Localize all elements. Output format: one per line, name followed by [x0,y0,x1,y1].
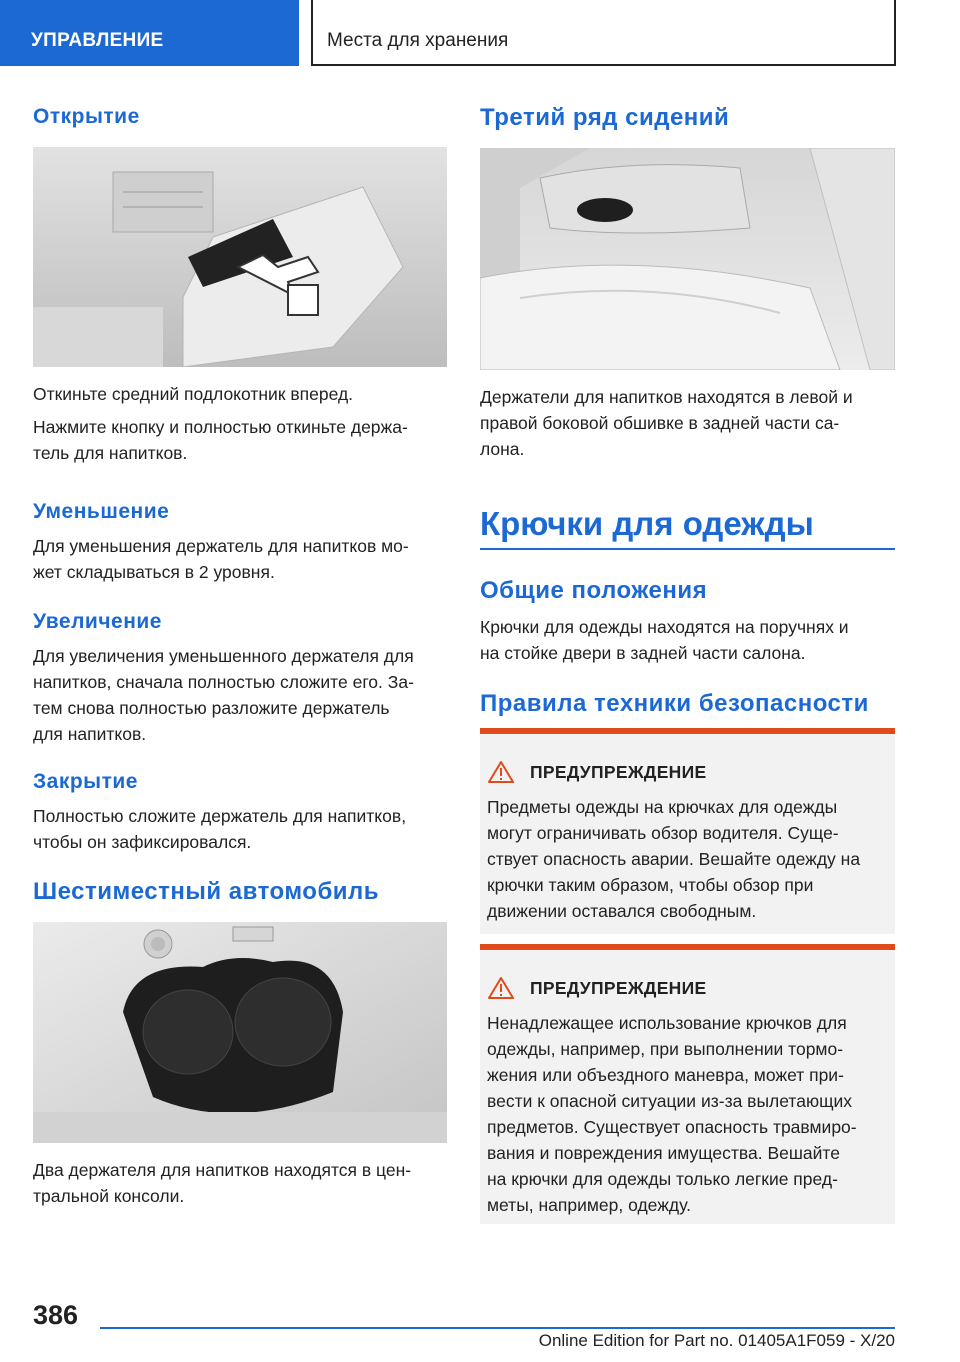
heading-general: Общие положения [480,577,708,604]
general-line-2: на стойке двери в задней части салона. [480,643,806,663]
warning-box-2 [480,944,895,1224]
section-tab: УПРАВЛЕНИЕ [0,0,299,66]
third-row-line-3: лона. [480,439,525,459]
photo-center-console-cupholders [33,922,447,1143]
third-row-line-2: правой боковой обшивке в задней части са- [480,413,840,433]
third-row-line-1: Держатели для напитков находятся в левой и [480,387,853,407]
general-line-1: Крючки для одежды находятся на поручнях и [480,617,849,637]
warning-1-line-5: движении оставался свободным. [487,901,757,921]
photo-armrest-cupholder [33,147,447,367]
open-step-2-line-2: тель для напитков. [33,443,188,463]
photo-third-row-cupholder [480,148,895,370]
warning-2-line-5: предметов. Существует опасность травмиро- [487,1117,857,1137]
enlarge-line-1: Для увеличения уменьшенного держателя для [33,646,414,666]
warning-triangle-icon [488,760,514,784]
page-number: 386 [33,1300,79,1330]
warning-title: ПРЕДУПРЕЖДЕНИЕ [530,762,707,782]
heading-safety: Правила техники безопасности [480,690,869,717]
chapter-title: Места для хранения [311,0,896,66]
reduce-line-2: жет складываться в 2 уровня. [33,562,275,582]
warning-2-line-4: вести к опасной ситуации из-за вылетающих [487,1091,853,1111]
close-line-2: чтобы он зафиксировался. [33,832,252,852]
heading-six-seater: Шестиместный автомобиль [33,878,380,905]
heading-close: Закрытие [33,770,138,793]
warning-2-line-3: жения или объездного маневра, может при- [487,1065,844,1085]
six-seater-line-2: тральной консоли. [33,1186,185,1206]
enlarge-line-3: тем снова полностью разложите держатель [33,698,390,718]
enlarge-line-2: напитков, сначала полностью сложите его. За- [33,672,414,692]
warning-2-line-7: на крючки для одежды только легкие пред- [487,1169,838,1189]
six-seater-line-1: Два держателя для напитков находятся в цен- [33,1160,412,1180]
enlarge-line-4: для напитков. [33,724,147,744]
warning-2-line-8: меты, например, одежду. [487,1195,691,1215]
footer-rule [100,1327,895,1329]
page-header [0,0,960,66]
close-line-1: Полностью сложите держатель для напитков, [33,806,407,826]
warning-triangle-icon [488,976,514,1000]
heading-reduce: Уменьшение [33,500,170,523]
warning-box-1 [480,728,895,934]
warning-1-line-3: ствует опасность аварии. Вешайте одежду на [487,849,861,869]
warning-1-line-4: крючки таким образом, чтобы обзор при [487,875,814,895]
warning-2-line-2: одежды, например, при выполнении тормо- [487,1039,844,1059]
footer-edition: Online Edition for Part no. 01405A1F059 - X/20 [538,1331,895,1350]
warning-2-line-6: вания и повреждения имущества. Вешайте [487,1143,840,1163]
heading-enlarge: Увеличение [33,610,162,633]
warning-1-line-2: могут ограничивать обзор водителя. Суще- [487,823,839,843]
open-step-2-line-1: Нажмите кнопку и полностью откиньте держа- [33,417,408,437]
warning-title: ПРЕДУПРЕЖДЕНИЕ [530,978,707,998]
warning-1-line-1: Предметы одежды на крючках для одежды [487,797,838,817]
heading-clothes-hooks: Крючки для одежды [480,505,814,542]
heading-third-row: Третий ряд сидений [480,104,730,131]
heading-rule [480,548,895,550]
reduce-line-1: Для уменьшения держатель для напитков мо- [33,536,409,556]
warning-2-line-1: Ненадлежащее использование крючков для [487,1013,847,1033]
heading-open: Открытие [33,105,140,128]
open-step-1: Откиньте средний подлокотник вперед. [33,384,354,404]
